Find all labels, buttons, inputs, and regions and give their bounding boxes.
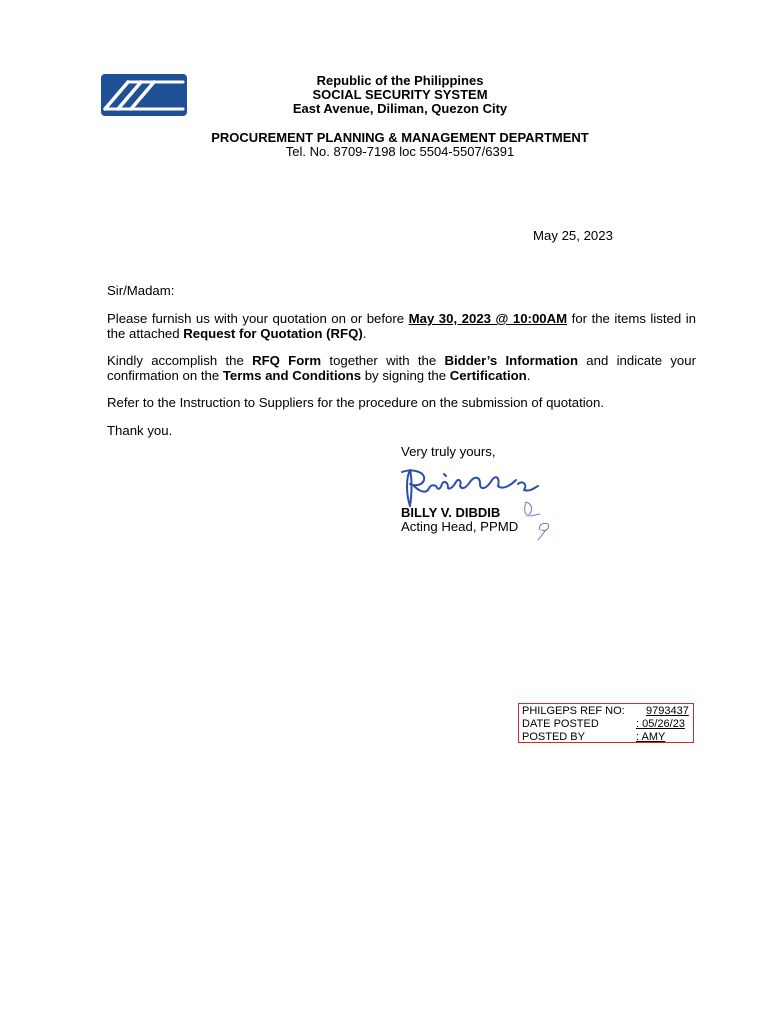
stamp-date-row bbox=[522, 718, 693, 731]
certification: Certification bbox=[449, 367, 527, 383]
paragraph-refer: Refer to the Instruction to Suppliers for the procedure on the submission of quotation. bbox=[107, 395, 605, 410]
paragraph-quotation bbox=[107, 312, 696, 341]
p2-text-b: together with the bbox=[321, 353, 445, 368]
stamp-date-value: : 05/26/23 bbox=[636, 718, 685, 730]
stamp-date-label: DATE POSTED bbox=[522, 718, 599, 730]
letter-date: May 25, 2023 bbox=[533, 228, 613, 243]
stamp-ref-value: 9793437 bbox=[646, 705, 689, 717]
paragraph-instructions bbox=[107, 354, 696, 383]
header-department: PROCUREMENT PLANNING & MANAGEMENT DEPARTMENT bbox=[211, 130, 589, 145]
p2-text-d: by signing the bbox=[361, 367, 450, 383]
p1-text-b: for the items listed in the attached bbox=[107, 311, 697, 341]
p1-text-a: Please furnish us with your quotation on or before bbox=[107, 311, 409, 326]
rfq-form: RFQ Form bbox=[252, 353, 322, 368]
thank-you: Thank you. bbox=[107, 423, 173, 438]
stamp-ref-row bbox=[522, 705, 693, 718]
signatory-name: BILLY V. DIBDIB bbox=[401, 505, 501, 520]
header-address: East Avenue, Diliman, Quezon City bbox=[292, 101, 508, 116]
rfq-reference: Request for Quotation (RFQ) bbox=[183, 325, 363, 341]
salutation: Sir/Madam: bbox=[107, 283, 175, 298]
stamp-posted-label: POSTED BY bbox=[522, 731, 585, 743]
bidder-information: Bidder’s Information bbox=[444, 353, 579, 368]
stamp-posted-value: : AMY bbox=[636, 731, 666, 743]
signatory-title: Acting Head, PPMD bbox=[401, 519, 519, 534]
p2-text-c: and indicate your confirmation on the bbox=[107, 353, 696, 383]
p2-text-a: Kindly accomplish the bbox=[107, 353, 253, 368]
stamp-posted-row bbox=[522, 731, 693, 744]
p1-end: . bbox=[362, 325, 367, 341]
terms-and-conditions: Terms and Conditions bbox=[222, 367, 362, 383]
header-tel: Tel. No. 8709-7198 loc 5504-5507/6391 bbox=[285, 144, 515, 159]
p2-end: . bbox=[526, 367, 531, 383]
deadline: May 30, 2023 @ 10:00AM bbox=[408, 311, 568, 326]
header-republic: Republic of the Philippines bbox=[316, 73, 484, 88]
philgeps-stamp bbox=[518, 703, 694, 743]
stamp-ref-label: PHILGEPS REF NO: bbox=[522, 705, 625, 717]
header-agency: SOCIAL SECURITY SYSTEM bbox=[312, 87, 488, 102]
closing: Very truly yours, bbox=[401, 444, 496, 459]
